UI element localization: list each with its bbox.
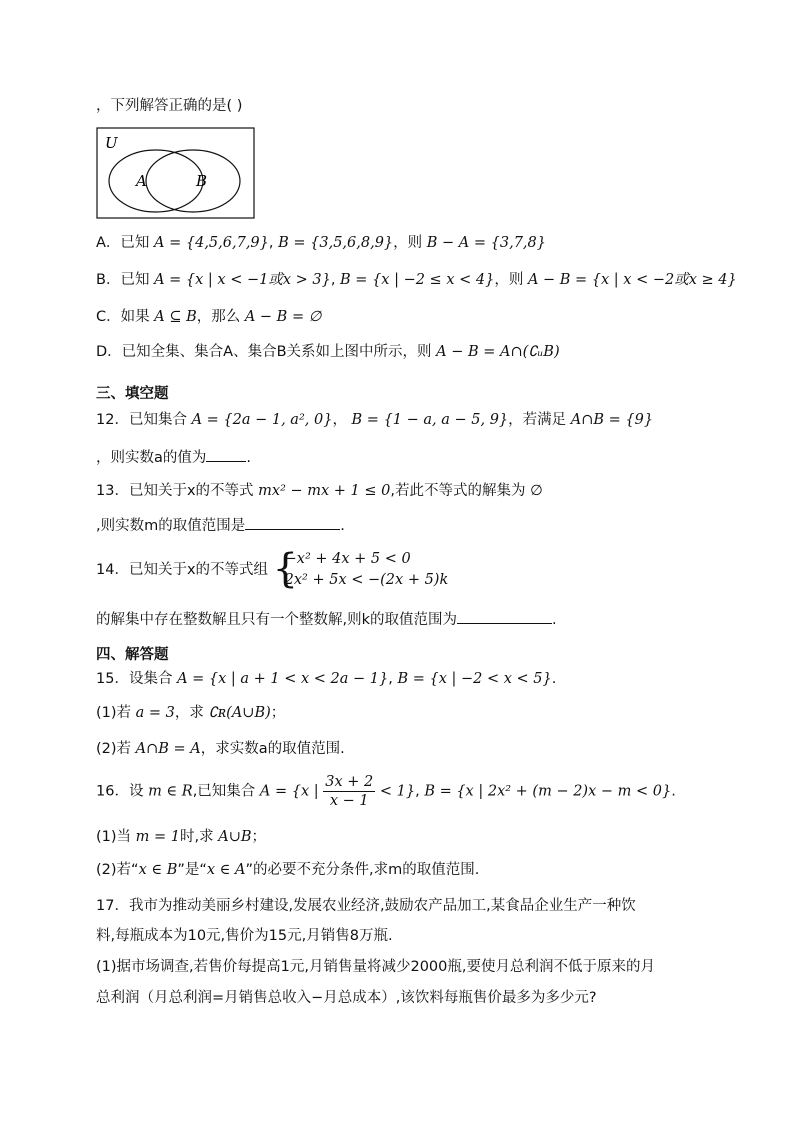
option-a: A．已知 A = {4,5,6,7,9}, B = {3,5,6,8,9}，则 B − A = {3,7,8} — [96, 235, 546, 251]
q16-stem: 16．设 m ∈ R,已知集合 A = {x | $\frac{3x + 2}{x - 1}$ < 1}, B = {x | 2x² + (m − 2)x − m < 0}. — [96, 774, 676, 809]
venn-circle-a — [109, 150, 203, 212]
q16-part1: (1)当 m = 1时,求 A∪B； — [96, 829, 266, 845]
option-b: B．已知 A = {x | x < −1或x > 3}, B = {x | −2 ≤ x < 4}，则 A − B = {x | x < −2或x ≥ 4} — [96, 272, 737, 288]
venn-label-a: A — [136, 172, 147, 190]
venn-diagram — [96, 127, 256, 220]
q12-line2: ，则实数a的值为 . — [96, 447, 251, 468]
q15-stem: 15．设集合 A = {x | a + 1 < x < 2a − 1}, B = {x | −2 < x < 5}. — [96, 671, 557, 687]
q15-part2: (2)若 A∩B = A，求实数a的取值范围. — [96, 741, 345, 757]
q17-line1: 17．我市为推动美丽乡村建设,发展农业经济,鼓励农产品加工,某食品企业生产一种饮 — [96, 898, 636, 914]
q14-answer-blank[interactable] — [457, 609, 552, 624]
venn-circle-b — [146, 150, 240, 212]
q13-answer-blank[interactable] — [245, 515, 340, 530]
q12-answer-blank[interactable] — [206, 447, 246, 462]
section-title-fill-blank: 三、填空题 — [96, 386, 169, 402]
q17-line3: (1)据市场调查,若售价每提高1元,月销售量将减少2000瓶,要使月总利润不低于原来的月 — [96, 959, 655, 975]
q12-line1: 12．已知集合 A = {2a − 1, a², 0}， B = {1 − a, a − 5, 9}，若满足 A∩B = {9} — [96, 412, 654, 428]
q17-line2: 料,每瓶成本为10元,售价为15元,月销售8万瓶. — [96, 928, 393, 944]
venn-universe-box — [97, 128, 254, 218]
q15-part1: (1)若 a = 3，求 ∁ʀ(A∪B)； — [96, 705, 286, 721]
q16-fraction: $\frac{3x + 2}{x - 1}$ — [325, 774, 374, 809]
q16-part2: (2)若“x ∈ B”是“x ∈ A”的必要不充分条件,求m的取值范围. — [96, 862, 480, 878]
q13-line2: ,则实数m的取值范围是 . — [96, 515, 345, 536]
q17-line4: 总利润（月总利润=月销售总收入−月总成本）,该饮料每瓶售价最多为多少元? — [96, 990, 597, 1006]
venn-label-b: B — [196, 172, 208, 190]
q11-stem-tail: ，下列解答正确的是( ) — [96, 98, 243, 114]
q14-inequality-system: { −x² + 4x + 5 < 0 2x² + 5x < −(2x + 5)k — [272, 546, 449, 592]
q13-line1: 13．已知关于x的不等式 mx² − mx + 1 ≤ 0,若此不等式的解集为 ∅ — [96, 483, 543, 499]
option-d: D．已知全集、集合A、集合B关系如上图中所示，则 A − B = A∩(∁ᵤB) — [96, 344, 560, 360]
left-brace-icon: { — [272, 546, 299, 592]
section-title-solve: 四、解答题 — [96, 647, 169, 663]
q14-line2: 的解集中存在整数解且只有一个整数解,则k的取值范围为 . — [96, 609, 557, 630]
q14-line1: 14．已知关于x的不等式组 { −x² + 4x + 5 < 0 2x² + 5x < −(2x + 5)k — [96, 546, 449, 592]
venn-label-u: U — [105, 134, 118, 152]
option-c: C．如果 A ⊆ B，那么 A − B = ∅ — [96, 309, 322, 325]
